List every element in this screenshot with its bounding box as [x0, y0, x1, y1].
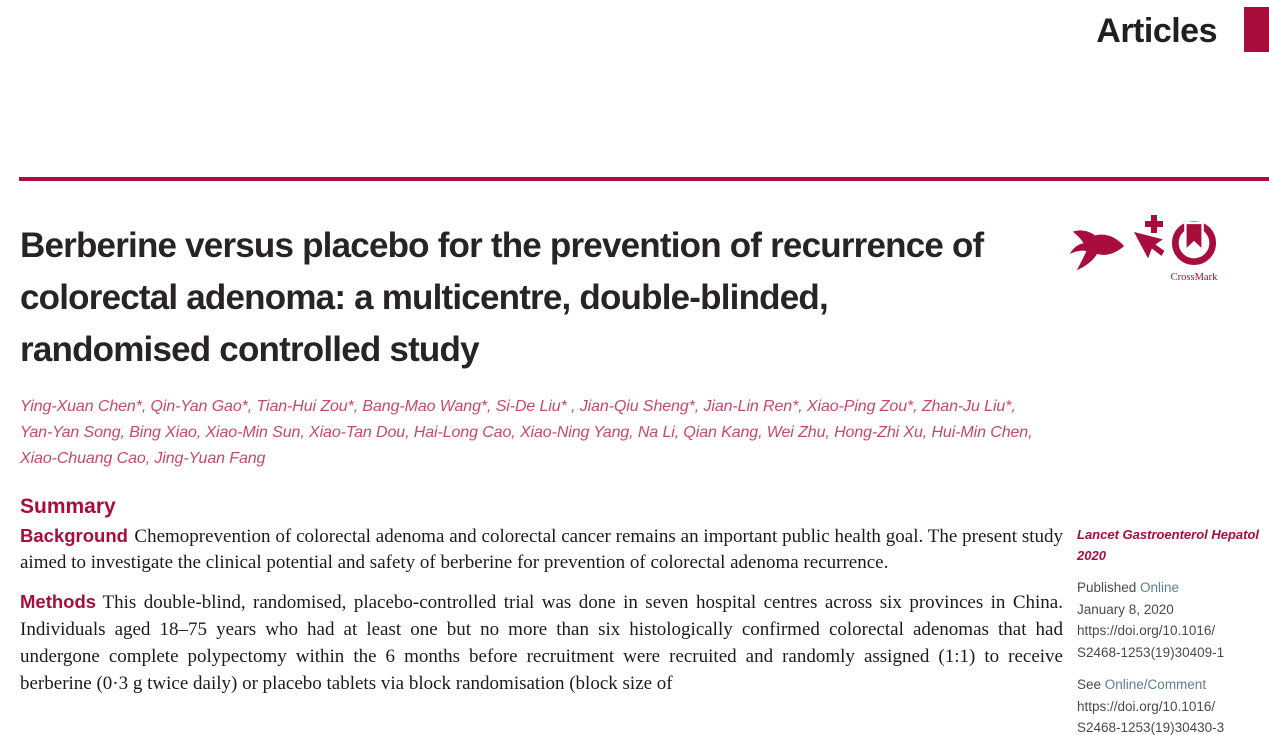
title-line-2: colorectal adenoma: a multicentre, double-blinded,	[20, 278, 828, 317]
clickable-cursor-icon	[1126, 214, 1166, 283]
author-line-2: Yan-Yan Song, Bing Xiao, Xiao-Min Sun, Xiao-Tan Dou, Hai-Long Cao, Xiao-Ning Yang, Na Li, Qian Kang, Wei Zhu, Hong-Zhi Xu, Hui-Min Chen,	[20, 424, 1033, 441]
citation-sidebar	[1077, 524, 1269, 735]
published-date: January 8, 2020	[1077, 601, 1174, 617]
corner-accent-block	[1244, 7, 1269, 52]
article-title	[20, 220, 1065, 376]
methods-label: Methods	[20, 591, 97, 612]
crossmark-label: CrossMark	[1170, 272, 1218, 283]
published-line	[1077, 577, 1269, 599]
background-text: Chemoprevention of colorectal adenoma and colorectal cancer remains an important public health goal. The present study aimed to investigate the clinical potential and safety of berberine for prevention of colorectal adenoma recurrence.	[20, 526, 1063, 573]
see-line	[1077, 674, 1269, 696]
published-online-link[interactable]: Online	[1140, 580, 1180, 595]
doi1-line2: S2468-1253(19)30409-1	[1077, 644, 1225, 660]
author-line-3: Xiao-Chuang Cao, Jing-Yuan Fang	[20, 450, 266, 467]
crossmark-icon[interactable]	[1166, 220, 1222, 283]
background-paragraph	[20, 523, 1063, 576]
doi2-line2: S2468-1253(19)30430-3	[1077, 720, 1225, 735]
methods-paragraph	[20, 588, 1063, 697]
swift-bird-icon	[1070, 228, 1126, 279]
main-column	[20, 220, 1065, 697]
header-divider-rule	[19, 177, 1269, 181]
see-prefix: See	[1077, 677, 1105, 692]
section-header: Articles	[1096, 12, 1217, 50]
author-list	[20, 394, 1065, 472]
journal-year: 2020	[1077, 548, 1106, 563]
article-icon-strip	[1068, 212, 1268, 287]
author-line-1: Ying-Xuan Chen*, Qin-Yan Gao*, Tian-Hui Zou*, Bang-Mao Wang*, Si-De Liu* , Jian-Qiu Sheng*, Jian-Lin Ren*, Xiao-Ping Zou*, Zhan-Ju Liu*,	[20, 398, 1016, 415]
summary-heading: Summary	[20, 495, 116, 518]
title-line-1: Berberine versus placebo for the prevention of recurrence of	[20, 226, 984, 265]
see-comment-group	[1077, 674, 1269, 735]
title-line-3: randomised controlled study	[20, 330, 479, 369]
online-comment-link[interactable]: Online/Comment	[1104, 677, 1207, 692]
journal-name: Lancet Gastroenterol Hepatol	[1077, 527, 1260, 542]
published-prefix: Published	[1077, 580, 1141, 595]
background-label: Background	[20, 525, 128, 546]
published-online-group	[1077, 577, 1269, 663]
journal-citation	[1077, 524, 1269, 566]
methods-text: This double-blind, randomised, placebo-controlled trial was done in seven hospital centres across six provinces in China. Individuals aged 18–75 years who had at least one but no more than six histologically confirmed colorectal adenomas that had undergone complete polypectomy within the 6 months before recruitment were recruited and randomly assigned (1:1) to receive berberine (0·3 g twice daily) or placebo tablets via block randomisation (block size of	[20, 592, 1063, 694]
doi2-line1: https://doi.org/10.1016/	[1077, 698, 1216, 714]
doi1-line1: https://doi.org/10.1016/	[1077, 623, 1216, 638]
